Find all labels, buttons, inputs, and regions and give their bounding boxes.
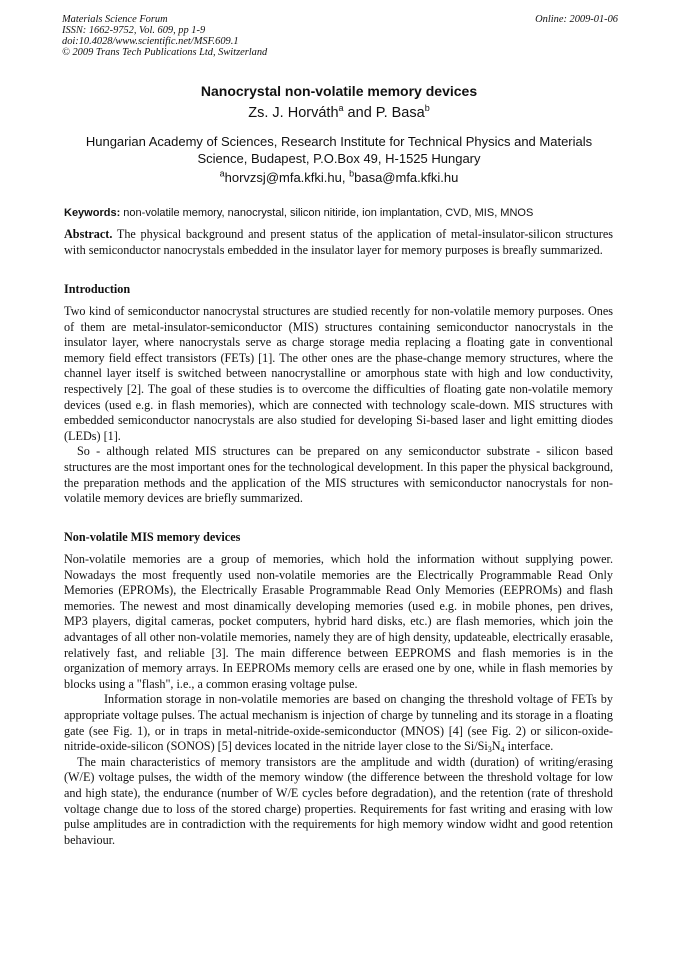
journal-header — [62, 14, 618, 58]
section-heading-nvm: Non-volatile MIS memory devices — [64, 530, 241, 544]
nvm-paragraph-1: Non-volatile memories are a group of memories, which hold the information without supplying power. Nowadays the most frequently used non-volatile memories are the Electrically Programmable Read Only Memories (EPROMs), the Electrically Erasable Programmable Read Only Memories (EEPROMs) and flash memories. The newest and most dinamically developing memories (used e.g. in mobile phones, pen drives, MP3 players, digital cameras, pocket computers, hybrid hard disks, etc.) are flash memories, which join the advantages of all other non-volatile memories, namely they are of high density, updateable, electrically erasable, relatively fast, and reliable [3]. The main difference between EEPROMS and flash memories is in the organization of memory arrays. In EEPROMs memory cells are erased one by one, while in flash memories by blocks using a "flash", i.e., a common erasing voltage pulse. — [64, 552, 613, 691]
online-date: Online: 2009-01-06 — [535, 14, 618, 25]
journal-doi: doi:10.4028/www.scientific.net/MSF.609.1 — [62, 36, 239, 47]
email-line — [0, 170, 678, 185]
email-1-mark: a — [219, 168, 225, 179]
section-heading-introduction: Introduction — [64, 282, 131, 296]
nvm-paragraph-2-a: Information storage in non-volatile memories are based on changing the threshold voltage of FETs by appropriate voltage pulses. The actual mechanism is injection of charge by tunneling and its storage in a floating gate (see Fig. 1), or in traps in metal-nitride-oxide-semiconductor (MNOS) [4] (see Fig. 2) or silicon-oxide-nitride-oxide-silicon (SONOS) [5] devices located in the nitride layer close to the Si/Si — [64, 692, 613, 754]
nvm-body — [64, 552, 613, 848]
keywords-text: non-volatile memory, nanocrystal, silicon nitiride, ion implantation, CVD, MIS, MNOS — [120, 207, 534, 219]
affiliation: Hungarian Academy of Sciences, Research Institute for Technical Physics and Materials Science, Budapest, P.O.Box 49, H-1525 Hungary — [85, 134, 593, 166]
abstract-text: The physical background and present status of the application of metal-insulator-silicon structures with semiconductor nanocrystals embedded in the insulator layer for memory purposes is breafly summarized. — [64, 227, 613, 257]
introduction-body — [64, 304, 613, 507]
keywords — [64, 207, 620, 219]
nvm-paragraph-3: The main characteristics of memory transistors are the amplitude and width (duration) of writing/erasing (W/E) voltage pulses, the width of the memory window (the difference between the threshold voltage for low and high state), the endurance (number of W/E cycles before degradation), and the retention (rate of threshold voltage change due to loss of the stored charge) properties. Requirements for fast writing and erasing with low pulse amplitudes are in contradiction with the requirements for high memory window widht and good retention behaviour. — [64, 754, 613, 847]
keywords-label: Keywords: — [64, 207, 121, 219]
subscript-4: 4 — [500, 745, 505, 755]
abstract-label: Abstract. — [64, 227, 113, 241]
email-1: horvzsj@mfa.kfki.hu, — [224, 170, 350, 185]
author-2-mark: b — [424, 103, 430, 114]
author-line — [0, 105, 678, 121]
abstract — [64, 227, 613, 258]
author-2: P. Basa — [375, 105, 425, 121]
nvm-paragraph-2-n: N — [491, 739, 501, 754]
paper-title: Nanocrystal non-volatile memory devices — [200, 83, 478, 99]
nvm-paragraph-2 — [64, 692, 613, 754]
email-2-mark: b — [349, 168, 355, 179]
journal-copyright: © 2009 Trans Tech Publications Ltd, Switzerland — [62, 47, 268, 58]
nvm-paragraph-2-b: interface. — [504, 739, 554, 754]
journal-name: Materials Science Forum — [62, 14, 168, 25]
intro-paragraph-2: So - although related MIS structures can be prepared on any semiconductor substrate - silicon based structures are the most important ones for the technological development. In this paper the physical background, the preparation methods and the application of the MIS structures with semiconductor nanocrystals for non-volatile memory devices are briefly summarized. — [64, 444, 613, 506]
author-1: Zs. J. Horváth — [248, 105, 339, 121]
journal-issn: ISSN: 1662-9752, Vol. 609, pp 1-9 — [62, 25, 206, 36]
intro-paragraph-1: Two kind of semiconductor nanocrystal structures are studied recently for non-volatile memory purposes. Ones of them are metal-insulator-semiconductor (MIS) structures containing semiconductor nanocrystals in the insulator layer, where nanocrystals serve as charge storage media replacing a floating gate in conventional memory field effect transistors (FETs) [1]. The other ones are the phase-change memory structures, where the channel layer itself is switched between nanocrystalline or amorphous state with high and low conductivity, respectively [2]. The goal of these studies is to overcome the difficulties of floating gate non-volatile memory devices (used e.g. in flash memories), which are connected with technology scale-down. MIS structures with embedded semiconductor nanocrystals are also studied for developing Si-based laser and light emitting diodes (LEDs) [1]. — [64, 304, 613, 443]
email-2: basa@mfa.kfki.hu — [354, 170, 459, 185]
author-and: and — [343, 105, 376, 121]
author-1-mark: a — [338, 103, 344, 114]
subscript-3: 3 — [487, 745, 492, 755]
